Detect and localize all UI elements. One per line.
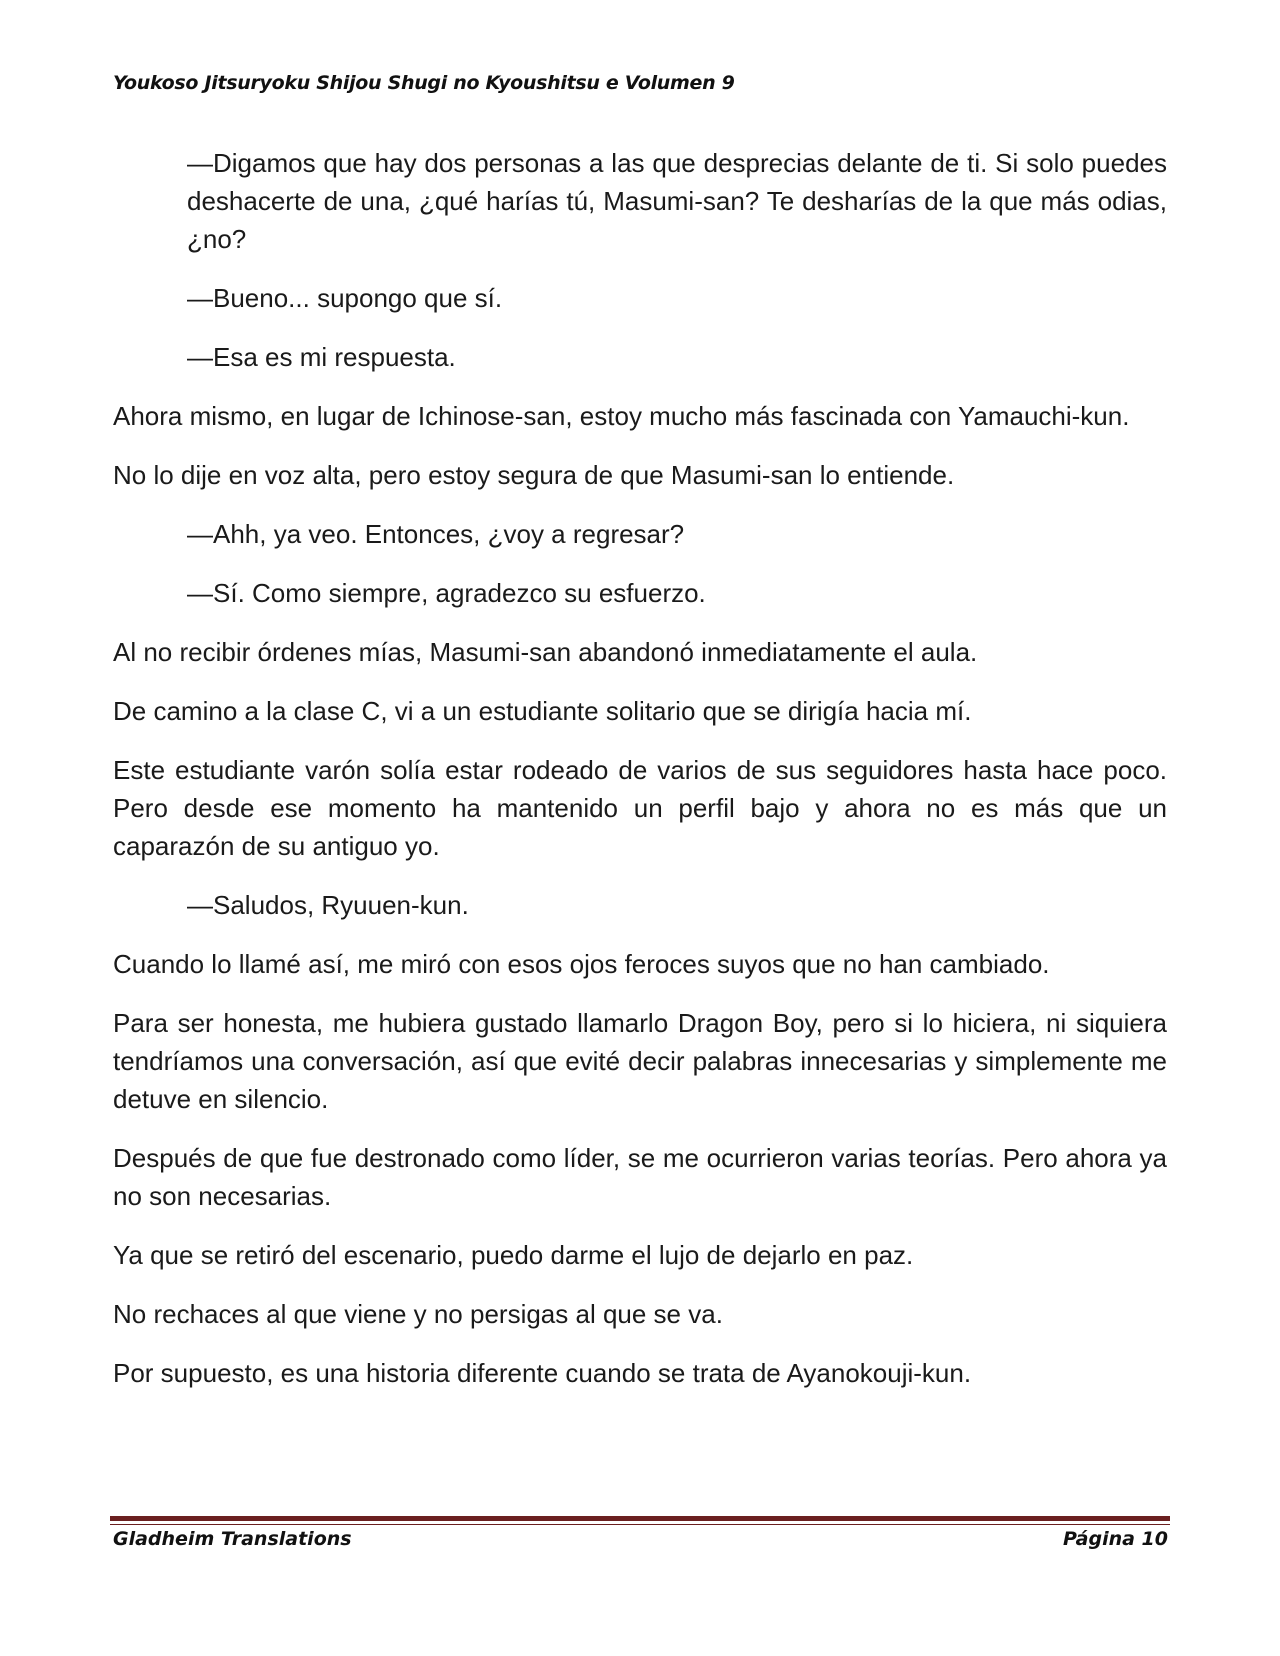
paragraph-narration: Para ser honesta, me hubiera gustado llamarlo Dragon Boy, pero si lo hiciera, ni siquiera tendríamos una conversación, así que evité decir palabras innecesarias y simplemente me detuve en silencio. [113,1008,1167,1114]
paragraph-narration: Después de que fue destronado como líder, se me ocurrieron varias teorías. Pero ahora ya no son necesarias. [113,1143,1167,1211]
paragraph-dialogue: —Sí. Como siempre, agradezco su esfuerzo. [187,578,706,608]
footer-divider [110,1516,1170,1521]
paragraph-narration: Cuando lo llamé así, me miró con esos ojos feroces suyos que no han cambiado. [113,949,1050,979]
paragraph-narration: Por supuesto, es una historia diferente cuando se trata de Ayanokouji-kun. [113,1358,972,1388]
paragraph-dialogue: —Bueno... supongo que sí. [187,283,503,313]
paragraph-dialogue: —Esa es mi respuesta. [187,342,456,372]
page-number: Página 10 [1062,1528,1168,1550]
paragraph-narration: No rechaces al que viene y no persigas al que se va. [113,1299,723,1329]
paragraph-narration: Ahora mismo, en lugar de Ichinose-san, estoy mucho más fascinada con Yamauchi-kun. [113,401,1130,431]
page-header-title: Youkoso Jitsuryoku Shijou Shugi no Kyoushitsu e Volumen 9 [113,72,735,94]
paragraph-dialogue: —Digamos que hay dos personas a las que desprecias delante de ti. Si solo puedes deshacerte de una, ¿qué harías tú, Masumi-san? Te desharías de la que más odias, ¿no? [187,148,1167,254]
body-text [113,144,1167,1413]
paragraph-narration: Al no recibir órdenes mías, Masumi-san abandonó inmediatamente el aula. [113,637,978,667]
paragraph-narration: Ya que se retiró del escenario, puedo darme el lujo de dejarlo en paz. [113,1240,914,1270]
paragraph-narration: No lo dije en voz alta, pero estoy segura de que Masumi-san lo entiende. [113,460,955,490]
paragraph-narration: De camino a la clase C, vi a un estudiante solitario que se dirigía hacia mí. [113,696,972,726]
footer-divider-thin [110,1524,1170,1525]
footer-credit: Gladheim Translations [113,1528,352,1550]
paragraph-dialogue: —Saludos, Ryuuen-kun. [187,890,469,920]
paragraph-dialogue: —Ahh, ya veo. Entonces, ¿voy a regresar? [187,519,685,549]
paragraph-narration: Este estudiante varón solía estar rodeado de varios de sus seguidores hasta hace poco. Pero desde ese momento ha mantenido un perfil bajo y ahora no es más que un caparazón de su antiguo yo. [113,755,1167,861]
